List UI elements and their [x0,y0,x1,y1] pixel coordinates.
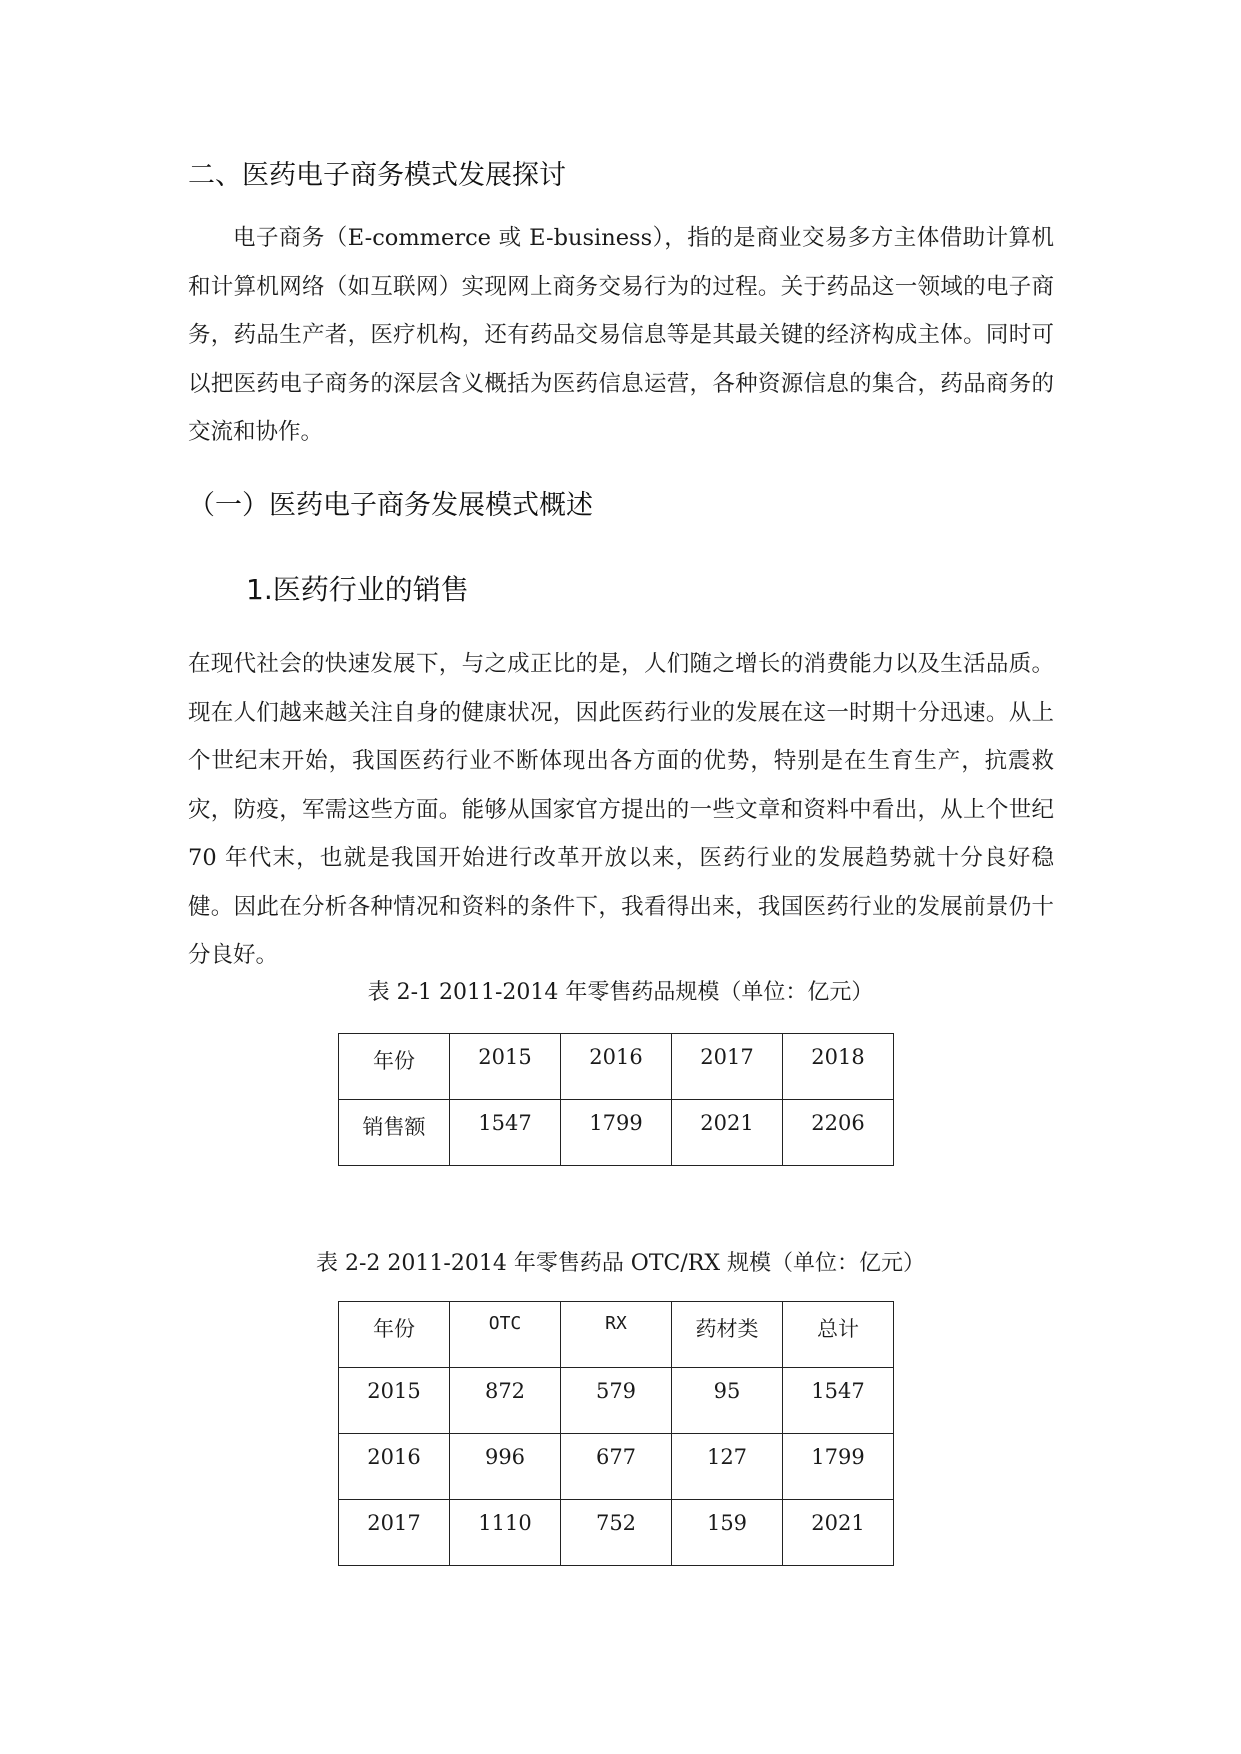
table-cell: RX [561,1302,672,1368]
section-heading: 二、医药电子商务模式发展探讨 [188,160,566,191]
table-cell: 2021 [672,1100,783,1166]
table-cell: 年份 [339,1034,450,1100]
subsection-heading: （一）医药电子商务发展模式概述 [188,490,593,521]
table-cell: OTC [450,1302,561,1368]
table-cell: 2015 [339,1368,450,1434]
table-cell: 年份 [339,1302,450,1368]
table-cell: 总计 [783,1302,894,1368]
table-1-caption: 表 2-1 2011-2014 年零售药品规模（单位：亿元） [367,980,874,1005]
table-cell: 销售额 [339,1100,450,1166]
table-cell: 1547 [783,1368,894,1434]
table-cell: 95 [672,1368,783,1434]
subsubsection-heading: 1.医药行业的销售 [246,573,469,606]
table-cell: 677 [561,1434,672,1500]
table-cell: 159 [672,1500,783,1566]
table-cell: 2206 [783,1100,894,1166]
table-row [339,1302,894,1368]
table-cell: 2016 [339,1434,450,1500]
table-cell: 1547 [450,1100,561,1166]
table-row [339,1034,894,1100]
table-2-caption: 表 2-2 2011-2014 年零售药品 OTC/RX 规模（单位：亿元） [316,1251,925,1276]
sales-paragraph: 在现代社会的快速发展下，与之成正比的是，人们随之增长的消费能力以及生活品质。现在人们越来越关注自身的健康状况，因此医药行业的发展在这一时期十分迅速。从上个世纪末开始，我国医药行业不断体现出各方面的优势，特别是在生育生产，抗震救灾，防疫，军需这些方面。能够从国家官方提出的一些文章和资料中看出，从上个世纪 70 年代末，也就是我国开始进行改革开放以来，医药行业的发展趋势就十分良好稳健。因此在分析各种情况和资料的条件下，我看得出来，我国医药行业的发展前景仍十分良好。 [188,651,1054,968]
table-cell: 2018 [783,1034,894,1100]
intro-paragraph: 电子商务（E-commerce 或 E-business），指的是商业交易多方主体借助计算机和计算机网络（如互联网）实现网上商务交易行为的过程。关于药品这一领域的电子商务，药品生产者，医疗机构，还有药品交易信息等是其最关键的经济构成主体。同时可以把医药电子商务的深层含义概括为医药信息运营，各种资源信息的集合，药品商务的交流和协作。 [188,225,1054,445]
table-row [339,1100,894,1166]
table-cell: 1110 [450,1500,561,1566]
table-cell: 1799 [783,1434,894,1500]
table-cell: 2015 [450,1034,561,1100]
table-cell: 752 [561,1500,672,1566]
table-cell: 2017 [672,1034,783,1100]
table-cell: 2017 [339,1500,450,1566]
table-cell: 127 [672,1434,783,1500]
table-cell: 1799 [561,1100,672,1166]
table-row [339,1500,894,1566]
table-1-retail-scale [338,1033,894,1166]
table-cell: 579 [561,1368,672,1434]
table-cell: 2016 [561,1034,672,1100]
table-cell: 2021 [783,1500,894,1566]
table-row [339,1368,894,1434]
table-2-otc-rx-scale [338,1301,894,1566]
table-cell: 872 [450,1368,561,1434]
table-row [339,1434,894,1500]
table-cell: 996 [450,1434,561,1500]
table-cell: 药材类 [672,1302,783,1368]
